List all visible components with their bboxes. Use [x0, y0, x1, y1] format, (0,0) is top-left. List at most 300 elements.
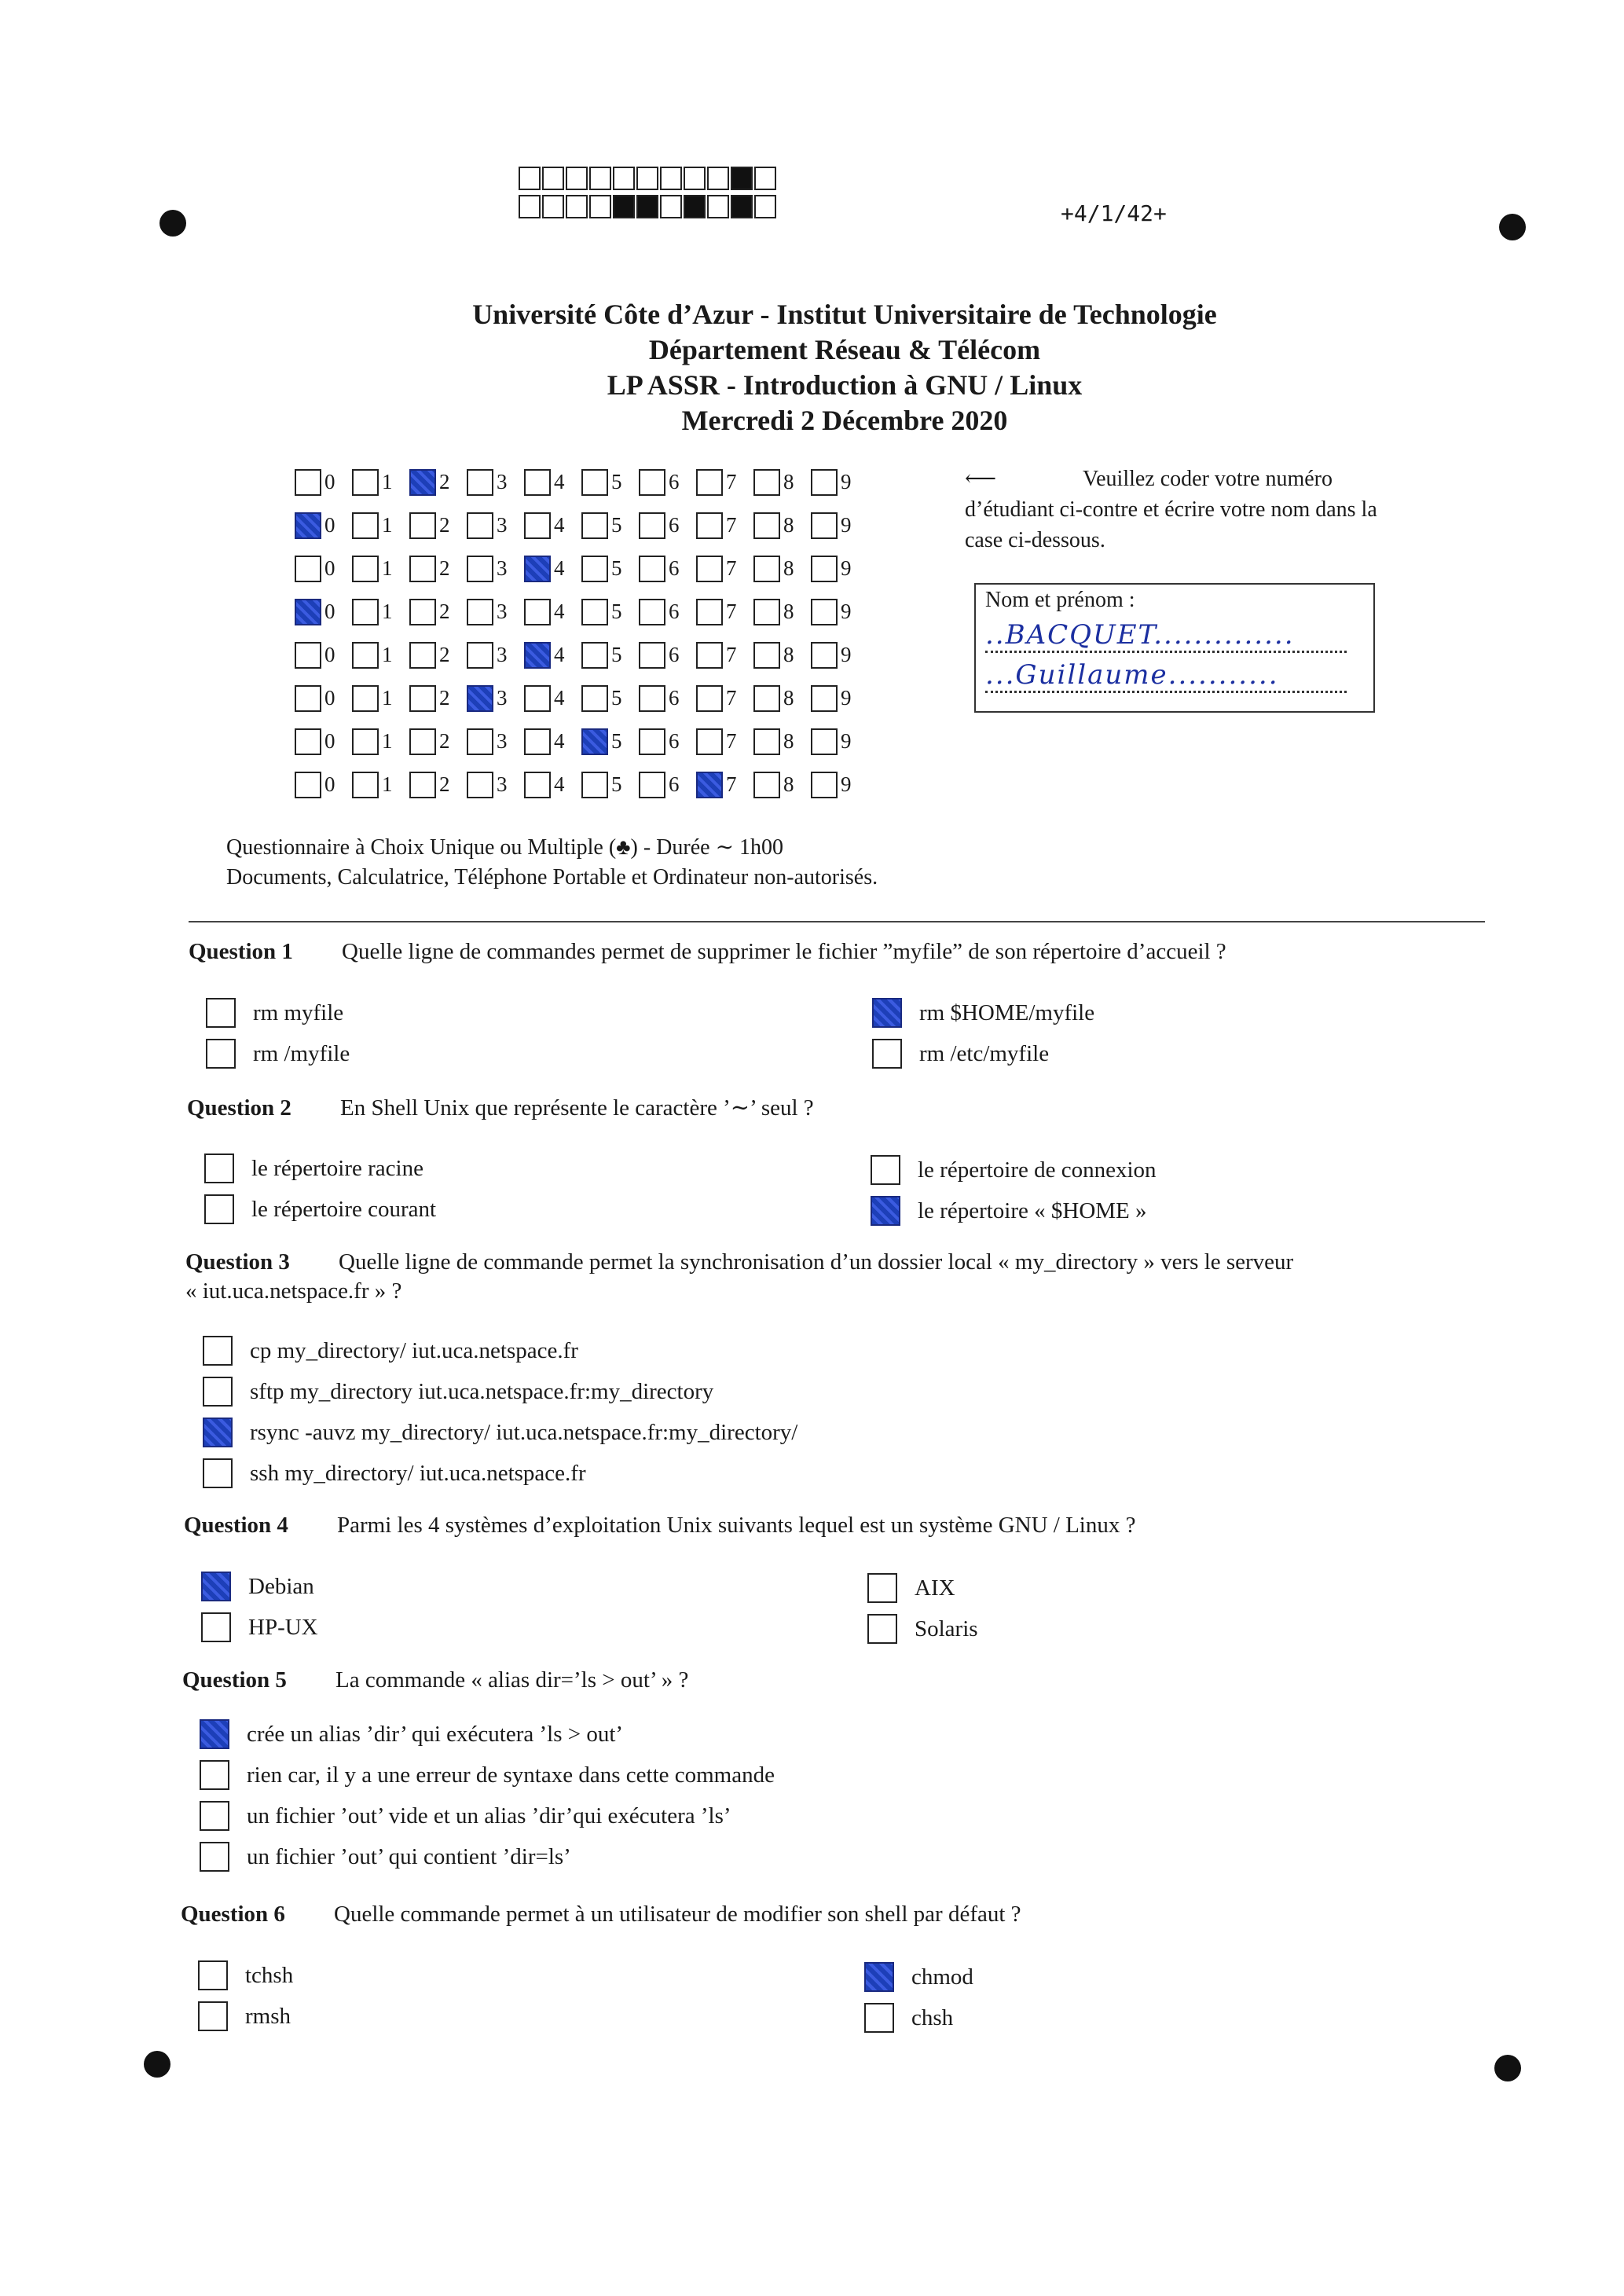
- id-digit-cell: [467, 556, 524, 582]
- id-instructions: [965, 464, 1389, 556]
- answer-label: ssh my_directory/ iut.uca.netspace.fr: [250, 1460, 586, 1486]
- id-digit-checkbox[interactable]: [467, 512, 493, 539]
- answer-checkbox[interactable]: [198, 2001, 228, 2031]
- id-digit-checkbox[interactable]: [295, 599, 321, 625]
- id-digit-cell: [352, 728, 409, 755]
- exam-info: [226, 833, 878, 893]
- barcode-bit: [636, 167, 658, 190]
- id-digit-label: 9: [841, 686, 852, 710]
- id-digit-checkbox[interactable]: [811, 556, 838, 582]
- header-department: Département Réseau & Télécom: [648, 334, 1041, 365]
- id-digit-label: 5: [611, 729, 622, 753]
- id-digit-checkbox[interactable]: [811, 772, 838, 798]
- id-digit-cell: [352, 685, 409, 712]
- id-digit-checkbox[interactable]: [753, 469, 780, 496]
- id-digit-checkbox[interactable]: [639, 469, 665, 496]
- id-digit-checkbox[interactable]: [524, 512, 551, 539]
- registration-mark-top-left: [159, 210, 186, 237]
- id-digit-checkbox[interactable]: [696, 728, 723, 755]
- id-digit-checkbox[interactable]: [352, 599, 379, 625]
- id-digit-checkbox[interactable]: [409, 728, 436, 755]
- question-text-continued: « iut.uca.netspace.fr » ?: [185, 1278, 402, 1304]
- id-digit-label: 1: [382, 600, 393, 623]
- id-digit-cell: [524, 512, 581, 539]
- id-digit-checkbox[interactable]: [352, 772, 379, 798]
- id-digit-checkbox[interactable]: [409, 642, 436, 669]
- id-digit-cell: [639, 772, 696, 798]
- id-digit-cell: [753, 728, 811, 755]
- id-digit-cell: [352, 556, 409, 582]
- registration-mark-bottom-left: [144, 2051, 170, 2078]
- id-digit-checkbox[interactable]: [696, 599, 723, 625]
- id-digit-row: [295, 763, 868, 806]
- id-digit-cell: [409, 599, 467, 625]
- header-course: LP ASSR - Introduction à GNU / Linux: [607, 369, 1083, 401]
- answer-checkbox[interactable]: [201, 1612, 231, 1642]
- id-digit-label: 5: [611, 513, 622, 537]
- answer-label: Solaris: [915, 1616, 978, 1641]
- answer-label: rm $HOME/myfile: [919, 999, 1095, 1025]
- id-digit-cell: [639, 728, 696, 755]
- id-digit-cell: [639, 512, 696, 539]
- id-digit-checkbox[interactable]: [524, 469, 551, 496]
- id-digit-checkbox[interactable]: [524, 685, 551, 712]
- id-digit-label: 2: [439, 556, 450, 580]
- answer-checkbox[interactable]: [864, 2003, 894, 2033]
- answer-option[interactable]: [200, 1760, 775, 1790]
- answer-checkbox[interactable]: [204, 1154, 234, 1183]
- id-digit-cell: [524, 599, 581, 625]
- id-digit-cell: [524, 685, 581, 712]
- answer-label: le répertoire racine: [251, 1155, 423, 1181]
- answer-checkbox[interactable]: [203, 1336, 233, 1366]
- id-digit-label: 0: [324, 600, 335, 623]
- id-digit-label: 6: [669, 470, 680, 493]
- id-digit-checkbox[interactable]: [639, 772, 665, 798]
- id-digit-label: 6: [669, 556, 680, 580]
- id-digit-checkbox[interactable]: [581, 556, 608, 582]
- id-digit-label: 6: [669, 686, 680, 710]
- answer-option[interactable]: [864, 1962, 973, 1992]
- barcode-bit: [589, 195, 611, 218]
- answer-checkbox[interactable]: [871, 1155, 900, 1185]
- exam-header: [0, 297, 1624, 438]
- answer-label: rm /etc/myfile: [919, 1040, 1050, 1066]
- id-digit-cell: [639, 642, 696, 669]
- id-digit-checkbox[interactable]: [811, 728, 838, 755]
- id-digit-label: 9: [841, 470, 852, 493]
- id-digit-label: 9: [841, 729, 852, 753]
- id-digit-cell: [581, 728, 639, 755]
- answer-label: crée un alias ’dir’ qui exécutera ’ls > out’: [247, 1721, 624, 1747]
- id-digit-label: 7: [726, 556, 737, 580]
- answer-checkbox[interactable]: [200, 1719, 229, 1749]
- answer-checkbox[interactable]: [203, 1458, 233, 1488]
- exam-format: Questionnaire à Choix Unique ou Multiple (♣) - Durée ∼ 1h00: [226, 835, 784, 860]
- instructions-text: Veuillez coder votre numéro d’étudiant ci-contre et écrire votre nom dans la case ci-dessous.: [965, 467, 1377, 552]
- answer-option[interactable]: [198, 2001, 291, 2031]
- id-digit-label: 3: [497, 772, 508, 796]
- id-digit-checkbox[interactable]: [295, 642, 321, 669]
- id-digit-checkbox[interactable]: [409, 556, 436, 582]
- id-digit-checkbox[interactable]: [811, 512, 838, 539]
- barcode-bit: [519, 195, 541, 218]
- id-digit-checkbox[interactable]: [467, 556, 493, 582]
- id-digit-checkbox[interactable]: [753, 512, 780, 539]
- answer-label: cp my_directory/ iut.uca.netspace.fr: [250, 1337, 578, 1363]
- id-digit-checkbox[interactable]: [753, 556, 780, 582]
- question-text: Quelle commande permet à un utilisateur de modifier son shell par défaut ?: [334, 1902, 1021, 1927]
- question-title: Question 4: [184, 1513, 288, 1538]
- id-digit-cell: [753, 556, 811, 582]
- id-digit-cell: [639, 685, 696, 712]
- id-digit-checkbox[interactable]: [753, 642, 780, 669]
- id-digit-checkbox[interactable]: [295, 556, 321, 582]
- id-digit-label: 7: [726, 600, 737, 623]
- id-digit-cell: [753, 512, 811, 539]
- id-digit-cell: [696, 772, 753, 798]
- question-title: Question 2: [187, 1095, 291, 1120]
- id-digit-checkbox[interactable]: [524, 728, 551, 755]
- id-digit-checkbox[interactable]: [811, 685, 838, 712]
- id-digit-label: 0: [324, 686, 335, 710]
- id-digit-cell: [753, 599, 811, 625]
- id-digit-cell: [295, 556, 352, 582]
- id-digit-cell: [409, 728, 467, 755]
- id-digit-label: 1: [382, 643, 393, 666]
- id-digit-checkbox[interactable]: [409, 685, 436, 712]
- id-digit-cell: [467, 599, 524, 625]
- answer-label: rm myfile: [253, 999, 344, 1025]
- id-digit-cell: [409, 556, 467, 582]
- id-digit-checkbox[interactable]: [352, 685, 379, 712]
- id-digit-checkbox[interactable]: [295, 728, 321, 755]
- answer-checkbox[interactable]: [867, 1573, 897, 1603]
- barcode-bit: [731, 167, 753, 190]
- barcode-bit: [684, 195, 706, 218]
- answer-label: HP-UX: [248, 1614, 318, 1640]
- answer-checkbox[interactable]: [203, 1418, 233, 1447]
- id-digit-label: 4: [554, 600, 565, 623]
- id-digit-checkbox[interactable]: [696, 642, 723, 669]
- answer-checkbox[interactable]: [203, 1377, 233, 1407]
- id-digit-checkbox[interactable]: [524, 642, 551, 669]
- id-digit-label: 9: [841, 600, 852, 623]
- id-digit-cell: [811, 556, 868, 582]
- id-digit-checkbox[interactable]: [467, 599, 493, 625]
- id-digit-label: 5: [611, 643, 622, 666]
- id-digit-checkbox[interactable]: [581, 642, 608, 669]
- id-digit-checkbox[interactable]: [524, 599, 551, 625]
- id-digit-cell: [352, 772, 409, 798]
- id-digit-checkbox[interactable]: [295, 772, 321, 798]
- id-digit-checkbox[interactable]: [581, 685, 608, 712]
- answer-checkbox[interactable]: [867, 1614, 897, 1644]
- id-digit-cell: [467, 728, 524, 755]
- id-digit-cell: [811, 685, 868, 712]
- id-digit-checkbox[interactable]: [524, 772, 551, 798]
- id-digit-checkbox[interactable]: [696, 469, 723, 496]
- last-name-handwritten: ..BACQUET..............: [985, 619, 1347, 653]
- answer-checkbox[interactable]: [206, 998, 236, 1028]
- id-digit-cell: [753, 642, 811, 669]
- id-digit-checkbox[interactable]: [409, 599, 436, 625]
- answer-option[interactable]: [872, 1039, 1049, 1069]
- answer-checkbox[interactable]: [864, 1962, 894, 1992]
- id-digit-label: 6: [669, 513, 680, 537]
- id-digit-cell: [524, 772, 581, 798]
- id-digit-row: [295, 590, 868, 633]
- id-digit-row: [295, 460, 868, 504]
- question-stem: [182, 1667, 688, 1693]
- id-digit-cell: [811, 512, 868, 539]
- answer-checkbox[interactable]: [200, 1842, 229, 1872]
- id-digit-label: 0: [324, 470, 335, 493]
- id-digit-cell: [581, 512, 639, 539]
- id-digit-label: 3: [497, 600, 508, 623]
- id-digit-label: 2: [439, 772, 450, 796]
- id-digit-cell: [696, 642, 753, 669]
- answer-option[interactable]: [871, 1196, 1147, 1226]
- answer-option[interactable]: [204, 1154, 423, 1183]
- id-digit-cell: [696, 512, 753, 539]
- id-digit-label: 4: [554, 643, 565, 666]
- id-digit-label: 1: [382, 470, 393, 493]
- id-digit-checkbox[interactable]: [811, 599, 838, 625]
- id-digit-checkbox[interactable]: [696, 685, 723, 712]
- id-digit-label: 5: [611, 772, 622, 796]
- id-digit-label: 7: [726, 686, 737, 710]
- answer-option[interactable]: [203, 1418, 797, 1447]
- answer-option[interactable]: [871, 1155, 1157, 1185]
- answer-option[interactable]: [201, 1612, 318, 1642]
- question-text: En Shell Unix que représente le caractère ’∼’ seul ?: [340, 1095, 814, 1120]
- question-stem: [184, 1513, 1135, 1539]
- id-digit-label: 2: [439, 686, 450, 710]
- id-digit-checkbox[interactable]: [467, 728, 493, 755]
- id-digit-label: 8: [783, 643, 794, 666]
- answer-checkbox[interactable]: [872, 998, 902, 1028]
- id-digit-label: 0: [324, 513, 335, 537]
- answer-option[interactable]: [206, 1039, 350, 1069]
- id-digit-label: 7: [726, 772, 737, 796]
- id-digit-checkbox[interactable]: [295, 469, 321, 496]
- registration-mark-top-right: [1499, 214, 1526, 240]
- id-digit-label: 9: [841, 772, 852, 796]
- answer-option[interactable]: [204, 1194, 436, 1224]
- id-digit-checkbox[interactable]: [639, 556, 665, 582]
- question-text: Quelle ligne de commande permet la synchronisation d’un dossier local « my_directory » vers le serveur: [339, 1249, 1294, 1275]
- answer-checkbox[interactable]: [206, 1039, 236, 1069]
- id-digit-cell: [581, 642, 639, 669]
- id-digit-row: [295, 720, 868, 763]
- id-digit-label: 2: [439, 513, 450, 537]
- id-digit-checkbox[interactable]: [352, 728, 379, 755]
- id-digit-cell: [581, 469, 639, 496]
- id-digit-checkbox[interactable]: [352, 556, 379, 582]
- id-digit-checkbox[interactable]: [639, 728, 665, 755]
- id-digit-checkbox[interactable]: [295, 685, 321, 712]
- id-digit-label: 1: [382, 513, 393, 537]
- answer-label: le répertoire courant: [251, 1196, 437, 1222]
- id-digit-checkbox[interactable]: [639, 599, 665, 625]
- header-university: Université Côte d’Azur - Institut Universitaire de Technologie: [472, 299, 1217, 330]
- id-digit-label: 4: [554, 729, 565, 753]
- id-digit-checkbox[interactable]: [753, 685, 780, 712]
- id-digit-label: 5: [611, 556, 622, 580]
- id-digit-checkbox[interactable]: [467, 685, 493, 712]
- answer-label: tchsh: [245, 1962, 294, 1988]
- id-digit-label: 8: [783, 729, 794, 753]
- id-digit-cell: [409, 772, 467, 798]
- id-digit-cell: [467, 469, 524, 496]
- id-digit-cell: [467, 772, 524, 798]
- answer-option[interactable]: [864, 2003, 953, 2033]
- id-digit-label: 0: [324, 772, 335, 796]
- answer-checkbox[interactable]: [198, 1960, 228, 1990]
- left-arrow-icon: ⟵: [965, 467, 997, 491]
- id-digit-label: 1: [382, 772, 393, 796]
- name-label: Nom et prénom :: [985, 588, 1135, 612]
- id-digit-cell: [352, 642, 409, 669]
- id-digit-checkbox[interactable]: [696, 512, 723, 539]
- id-digit-checkbox[interactable]: [581, 772, 608, 798]
- answer-label: un fichier ’out’ qui contient ’dir=ls’: [247, 1843, 571, 1869]
- answer-label: rsync -auvz my_directory/ iut.uca.netspace.fr:my_directory/: [250, 1419, 798, 1445]
- answer-option[interactable]: [872, 998, 1094, 1028]
- id-digit-label: 0: [324, 643, 335, 666]
- id-digit-checkbox[interactable]: [753, 728, 780, 755]
- answer-label: le répertoire « $HOME »: [918, 1198, 1147, 1223]
- id-digit-checkbox[interactable]: [409, 512, 436, 539]
- id-digit-checkbox[interactable]: [409, 469, 436, 496]
- id-digit-checkbox[interactable]: [467, 772, 493, 798]
- id-digit-cell: [295, 599, 352, 625]
- question-title: Question 5: [182, 1667, 287, 1693]
- answer-option[interactable]: [200, 1842, 571, 1872]
- id-digit-checkbox[interactable]: [524, 556, 551, 582]
- id-digit-label: 7: [726, 470, 737, 493]
- id-digit-cell: [409, 685, 467, 712]
- id-digit-checkbox[interactable]: [352, 642, 379, 669]
- answer-option[interactable]: [200, 1801, 731, 1831]
- answer-checkbox[interactable]: [871, 1196, 900, 1226]
- id-digit-cell: [753, 469, 811, 496]
- answer-option[interactable]: [198, 1960, 293, 1990]
- id-digit-checkbox[interactable]: [352, 469, 379, 496]
- answer-label: un fichier ’out’ vide et un alias ’dir’qui exécutera ’ls’: [247, 1803, 731, 1828]
- answer-option[interactable]: [867, 1573, 955, 1603]
- id-digit-checkbox[interactable]: [581, 469, 608, 496]
- answer-checkbox[interactable]: [204, 1194, 234, 1224]
- answer-checkbox[interactable]: [872, 1039, 902, 1069]
- id-digit-cell: [639, 599, 696, 625]
- answer-option[interactable]: [206, 998, 343, 1028]
- id-digit-label: 5: [611, 686, 622, 710]
- id-digit-cell: [581, 599, 639, 625]
- answer-label: chmod: [911, 1964, 973, 1990]
- id-digit-cell: [811, 599, 868, 625]
- id-digit-cell: [295, 772, 352, 798]
- id-digit-checkbox[interactable]: [753, 772, 780, 798]
- barcode-bit: [519, 167, 541, 190]
- id-digit-cell: [811, 642, 868, 669]
- id-digit-cell: [295, 469, 352, 496]
- answer-label: sftp my_directory iut.uca.netspace.fr:my_directory: [250, 1378, 714, 1404]
- id-digit-label: 3: [497, 556, 508, 580]
- barcode-bit: [613, 167, 635, 190]
- id-digit-checkbox[interactable]: [409, 772, 436, 798]
- id-digit-cell: [639, 556, 696, 582]
- answer-option[interactable]: [203, 1336, 578, 1366]
- id-digit-checkbox[interactable]: [811, 469, 838, 496]
- id-digit-checkbox[interactable]: [696, 772, 723, 798]
- answer-option[interactable]: [201, 1572, 314, 1601]
- barcode-bit: [542, 167, 564, 190]
- id-digit-cell: [581, 772, 639, 798]
- id-digit-checkbox[interactable]: [295, 512, 321, 539]
- barcode-bit: [636, 195, 658, 218]
- name-box[interactable]: [974, 583, 1375, 713]
- answer-checkbox[interactable]: [201, 1572, 231, 1601]
- id-digit-checkbox[interactable]: [467, 469, 493, 496]
- id-digit-label: 1: [382, 556, 393, 580]
- id-digit-checkbox[interactable]: [639, 685, 665, 712]
- id-digit-row: [295, 633, 868, 677]
- answer-checkbox[interactable]: [200, 1760, 229, 1790]
- id-digit-label: 9: [841, 643, 852, 666]
- answer-option[interactable]: [203, 1458, 586, 1488]
- id-digit-checkbox[interactable]: [581, 728, 608, 755]
- barcode-bit: [707, 167, 729, 190]
- answer-option[interactable]: [200, 1719, 623, 1749]
- id-digit-cell: [696, 469, 753, 496]
- id-digit-checkbox[interactable]: [753, 599, 780, 625]
- id-digit-label: 3: [497, 513, 508, 537]
- id-digit-checkbox[interactable]: [639, 512, 665, 539]
- id-digit-checkbox[interactable]: [581, 512, 608, 539]
- exam-rules: Documents, Calculatrice, Téléphone Portable et Ordinateur non-autorisés.: [226, 865, 878, 889]
- id-digit-label: 7: [726, 643, 737, 666]
- answer-option[interactable]: [867, 1614, 978, 1644]
- id-digit-checkbox[interactable]: [467, 642, 493, 669]
- id-digit-label: 2: [439, 470, 450, 493]
- id-digit-label: 1: [382, 729, 393, 753]
- id-digit-label: 0: [324, 556, 335, 580]
- id-digit-label: 8: [783, 556, 794, 580]
- id-digit-label: 8: [783, 686, 794, 710]
- id-digit-checkbox[interactable]: [581, 599, 608, 625]
- answer-option[interactable]: [203, 1377, 713, 1407]
- sheet-barcode-row-2: [519, 195, 778, 218]
- id-digit-checkbox[interactable]: [639, 642, 665, 669]
- id-digit-cell: [524, 469, 581, 496]
- id-digit-checkbox[interactable]: [696, 556, 723, 582]
- id-digit-cell: [352, 599, 409, 625]
- id-digit-checkbox[interactable]: [352, 512, 379, 539]
- id-digit-cell: [581, 556, 639, 582]
- id-digit-label: 3: [497, 470, 508, 493]
- id-digit-cell: [811, 772, 868, 798]
- id-digit-label: 6: [669, 772, 680, 796]
- id-digit-label: 0: [324, 729, 335, 753]
- id-digit-checkbox[interactable]: [811, 642, 838, 669]
- student-id-grid: [295, 460, 868, 806]
- question-stem: [189, 939, 1226, 965]
- id-digit-label: 4: [554, 470, 565, 493]
- answer-checkbox[interactable]: [200, 1801, 229, 1831]
- id-digit-row: [295, 504, 868, 547]
